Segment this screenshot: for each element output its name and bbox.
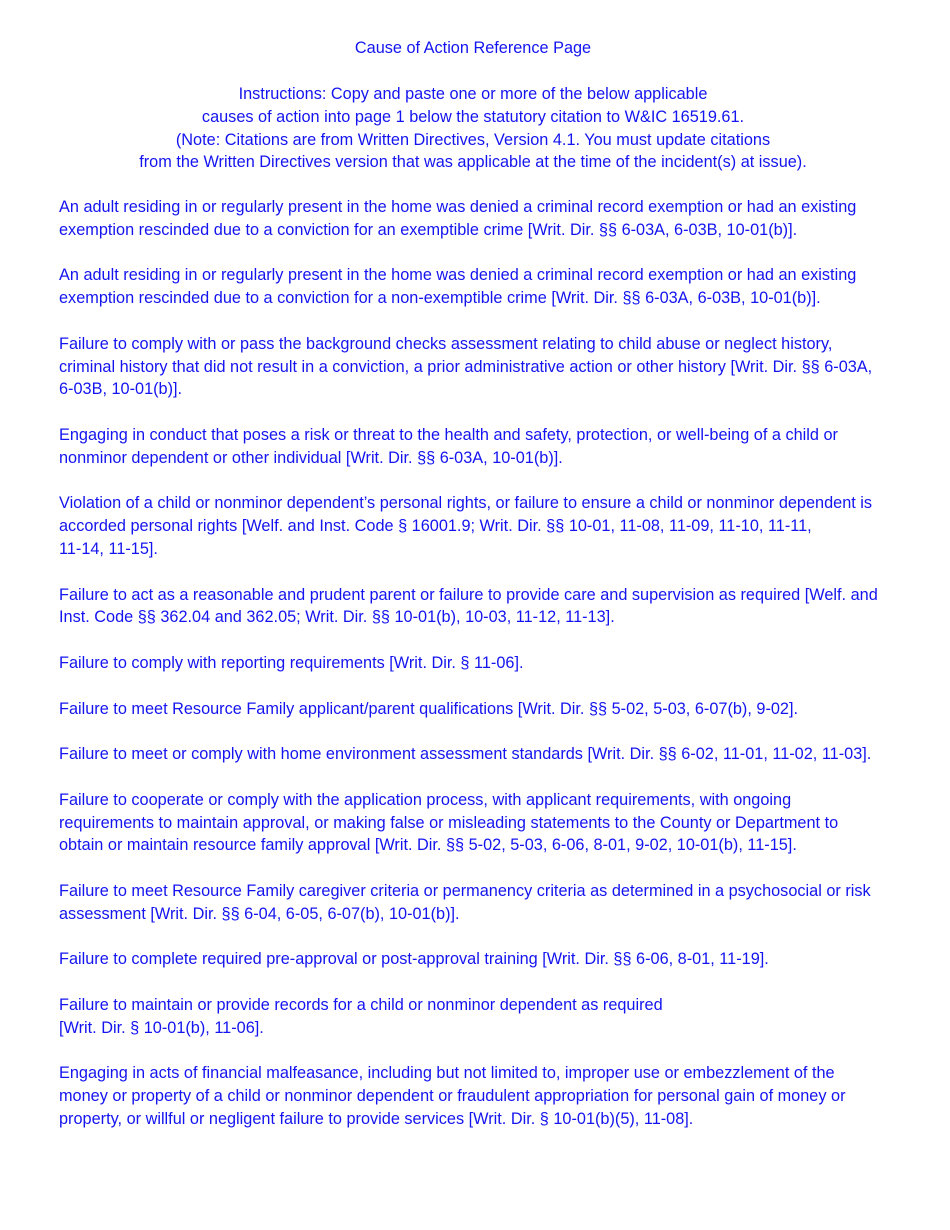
- cause-of-action-line: Engaging in conduct that poses a risk or threat to the health and safety, protection, or well-being of a child or: [59, 425, 838, 444]
- instructions-line: causes of action into page 1 below the statutory citation to W&IC 16519.61.: [201, 107, 745, 126]
- cause-of-action-paragraph: [59, 196, 929, 242]
- cause-of-action-paragraph: [59, 789, 929, 857]
- cause-of-action-line: Violation of a child or nonminor dependent’s personal rights, or failure to ensure a child or nonminor dependent is: [59, 494, 873, 513]
- instructions-line: Instructions: Copy and paste one or more of the below applicable: [238, 85, 708, 103]
- cause-of-action-line: An adult residing in or regularly present in the home was denied a criminal record exemption or had an existing: [59, 198, 857, 216]
- cause-of-action-paragraph: [59, 698, 929, 721]
- cause-of-action-line: requirements to maintain approval, or making false or misleading statements to the County or Department to: [59, 813, 839, 832]
- cause-of-action-line: Failure to maintain or provide records for a child or nonminor dependent as required: [59, 995, 663, 1014]
- cause-of-action-line: assessment [Writ. Dir. §§ 6-04, 6-05, 6-07(b), 10-01(b)].: [59, 904, 460, 923]
- cause-of-action-line: 11-14, 11-15].: [59, 539, 158, 558]
- cause-of-action-line: exemption rescinded due to a conviction for a non-exemptible crime [Writ. Dir. §§ 6-03A, 6-03B, 10-01(b)].: [59, 289, 821, 308]
- cause-of-action-line: Failure to meet or comply with home environment assessment standards [Writ. Dir. §§ 6-02, 11-01, 11-02, 11-03].: [59, 745, 872, 764]
- cause-of-action-line: Engaging in acts of financial malfeasance, including but not limited to, improper use or embezzlement of the: [59, 1064, 835, 1083]
- cause-of-action-paragraph: [59, 948, 929, 971]
- cause-of-action-paragraph: [59, 652, 929, 675]
- cause-of-action-line: Failure to meet Resource Family caregiver criteria or permanency criteria as determined in a psychosocial or risk: [59, 881, 871, 900]
- instructions-line: from the Written Directives version that was applicable at the time of the incident(s) at issue).: [139, 153, 807, 172]
- cause-of-action-paragraph: [59, 743, 929, 766]
- cause-of-action-paragraph: [59, 264, 929, 310]
- cause-of-action-line: Failure to complete required pre-approval or post-approval training [Writ. Dir. §§ 6-06, 8-01, 11-19].: [59, 950, 769, 969]
- cause-of-action-line: Failure to act as a reasonable and prudent parent or failure to provide care and supervision as required [Welf. and: [59, 585, 878, 604]
- instructions-line: (Note: Citations are from Written Directives, Version 4.1. You must update citations: [175, 130, 771, 149]
- cause-of-action-paragraph: [59, 584, 929, 630]
- cause-of-action-paragraph: [59, 994, 929, 1040]
- cause-of-action-line: accorded personal rights [Welf. and Inst. Code § 16001.9; Writ. Dir. §§ 10-01, 11-08, 11-09, 11-10, 11-11,: [59, 517, 812, 536]
- cause-of-action-line: obtain or maintain resource family approval [Writ. Dir. §§ 5-02, 5-03, 6-06, 8-01, 9-02, 10-01(b), 11-15].: [59, 836, 797, 855]
- cause-of-action-paragraph: [59, 492, 929, 560]
- cause-of-action-line: Failure to cooperate or comply with the application process, with applicant requirements, with ongoing: [59, 790, 792, 809]
- cause-of-action-paragraph: [59, 880, 929, 926]
- cause-of-action-line: criminal history that did not result in a conviction, a prior administrative action or other history [Writ. Dir. §§ 6-03A,: [59, 357, 873, 376]
- page-title: Cause of Action Reference Page: [354, 39, 592, 57]
- cause-of-action-line: exemption rescinded due to a conviction for an exemptible crime [Writ. Dir. §§ 6-03A, 6-03B, 10-01(b)].: [59, 220, 798, 239]
- causes-of-action-list: [59, 196, 929, 1153]
- cause-of-action-line: 6-03B, 10-01(b)].: [59, 380, 183, 399]
- cause-of-action-paragraph: [59, 424, 929, 470]
- cause-of-action-line: money or property of a child or nonminor dependent or fraudulent appropriation for personal gain of money or: [59, 1087, 846, 1106]
- cause-of-action-line: Inst. Code §§ 362.04 and 362.05; Writ. Dir. §§ 10-01(b), 10-03, 11-12, 11-13].: [59, 608, 615, 627]
- cause-of-action-line: Failure to comply with reporting requirements [Writ. Dir. § 11-06].: [59, 653, 524, 672]
- cause-of-action-line: nonminor dependent or other individual [Writ. Dir. §§ 6-03A, 10-01(b)].: [59, 448, 563, 467]
- cause-of-action-line: An adult residing in or regularly present in the home was denied a criminal record exemption or had an existing: [59, 266, 857, 285]
- cause-of-action-paragraph: [59, 1062, 929, 1130]
- cause-of-action-line: property, or willful or negligent failure to provide services [Writ. Dir. § 10-01(b)(5), 11-08].: [59, 1109, 694, 1128]
- instructions-block: [0, 83, 946, 174]
- cause-of-action-line: Failure to comply with or pass the background checks assessment relating to child abuse or neglect history,: [59, 334, 833, 353]
- cause-of-action-line: Failure to meet Resource Family applicant/parent qualifications [Writ. Dir. §§ 5-02, 5-03, 6-07(b), 9-02].: [59, 699, 799, 718]
- cause-of-action-line: [Writ. Dir. § 10-01(b), 11-06].: [59, 1018, 264, 1037]
- cause-of-action-paragraph: [59, 333, 929, 401]
